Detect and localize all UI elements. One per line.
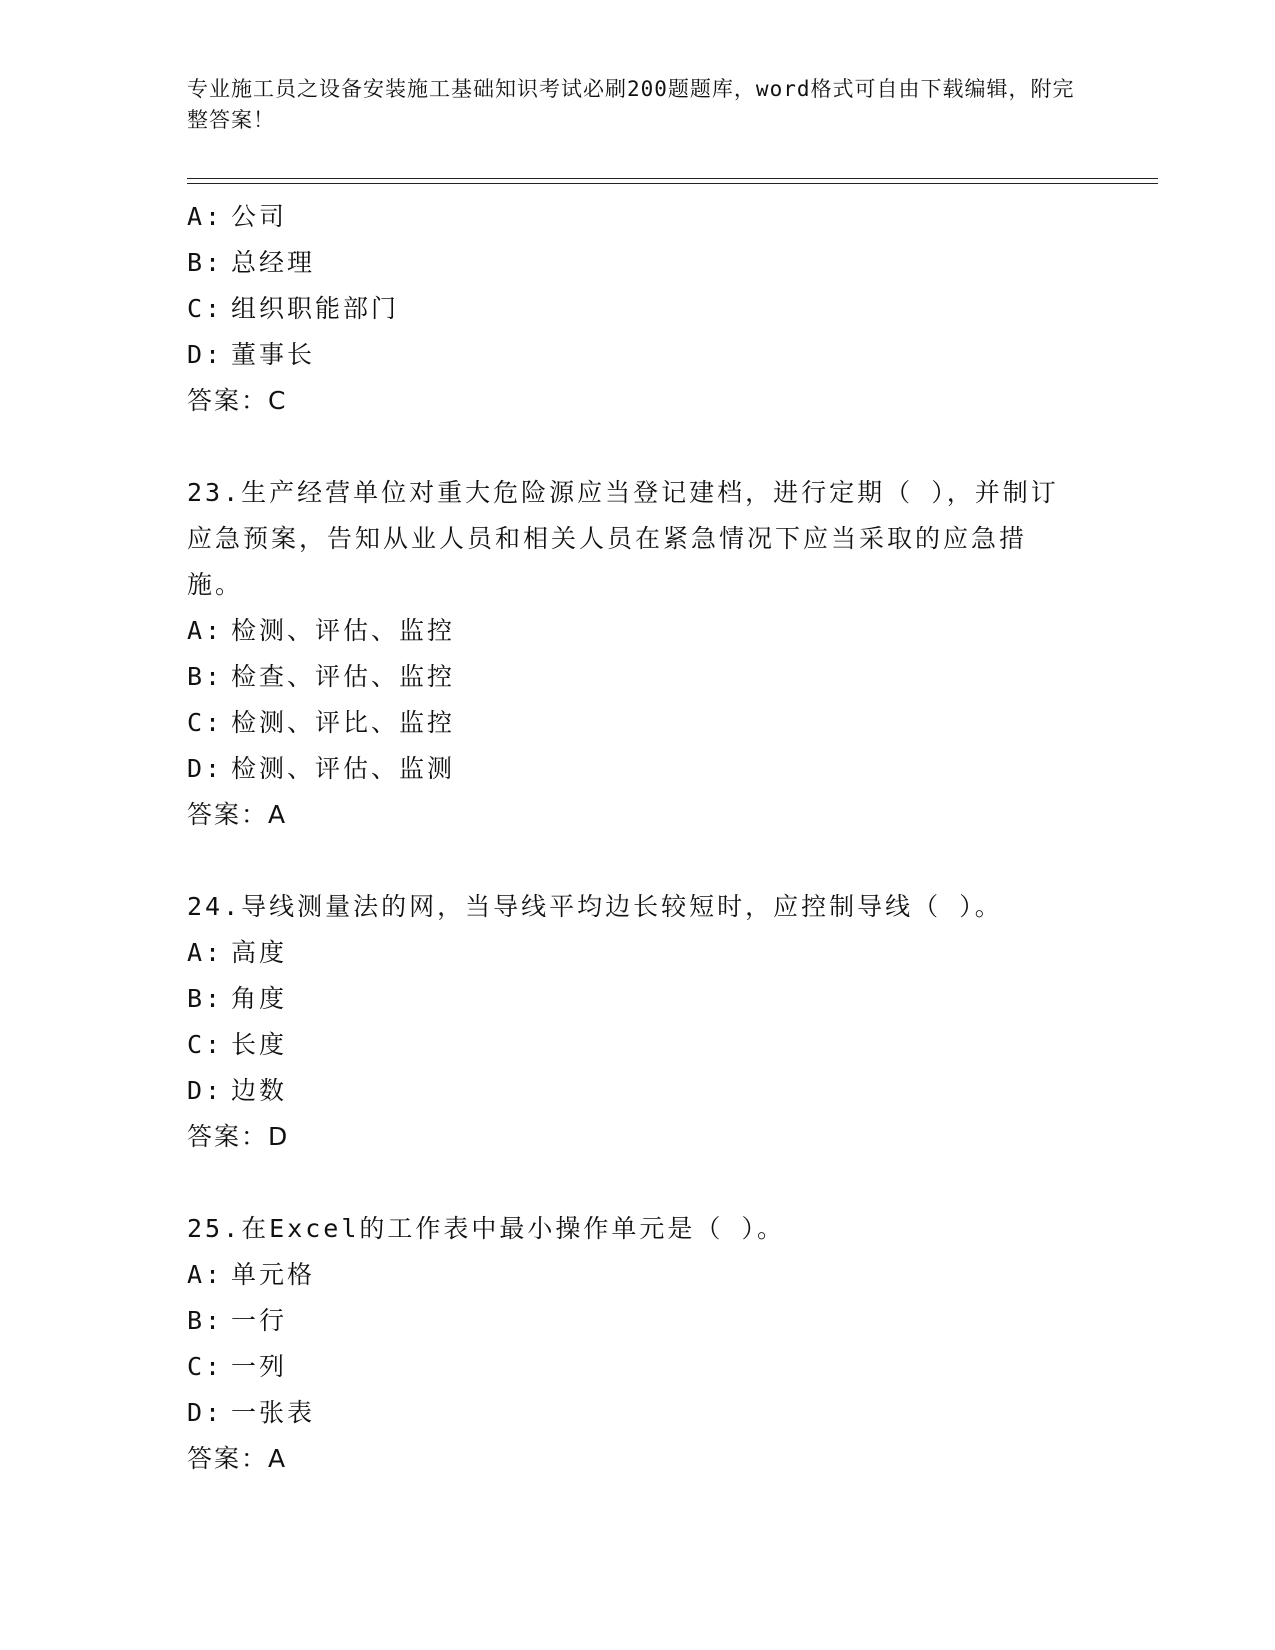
option-c: C: 检测、评比、监控 [187,708,456,737]
question-content [187,194,1067,1482]
option-a: A: 单元格 [187,1260,316,1289]
option-c: C: 组织职能部门 [187,294,400,323]
option-b: B: 总经理 [187,248,316,277]
option-b: B: 角度 [187,984,288,1013]
answer-label: 答案：A [187,1444,288,1473]
question-text: 25.在Excel的工作表中最小操作单元是（ ）。 [187,1214,785,1243]
answer-label: 答案：C [187,386,288,415]
header-divider-bottom [187,183,1158,184]
header-divider-top [187,178,1158,179]
answer-label: 答案：D [187,1122,290,1151]
question-25 [187,1206,1067,1482]
option-b: B: 一行 [187,1306,288,1335]
option-a: A: 高度 [187,938,288,967]
question-text: 23.生产经营单位对重大危险源应当登记建档，进行定期（ ），并制订应急预案，告知从业人员和相关人员在紧急情况下应当采取的应急措施。 [187,478,1059,599]
question-23 [187,470,1067,838]
question-text: 24.导线测量法的网，当导线平均边长较短时，应控制导线（ ）。 [187,892,1003,921]
option-c: C: 长度 [187,1030,288,1059]
carryover-question [187,194,1067,424]
option-d: D: 检测、评估、监测 [187,754,456,783]
question-24 [187,884,1067,1160]
option-d: D: 董事长 [187,340,316,369]
option-a: A: 检测、评估、监控 [187,616,456,645]
document-title: 专业施工员之设备安装施工基础知识考试必刷200题题库，word格式可自由下载编辑，附完整答案！ [187,77,1075,132]
option-a: A: 公司 [187,202,288,231]
option-c: C: 一列 [187,1352,288,1381]
option-d: D: 一张表 [187,1398,316,1427]
option-d: D: 边数 [187,1076,288,1105]
answer-label: 答案：A [187,800,288,829]
option-b: B: 检查、评估、监控 [187,662,456,691]
